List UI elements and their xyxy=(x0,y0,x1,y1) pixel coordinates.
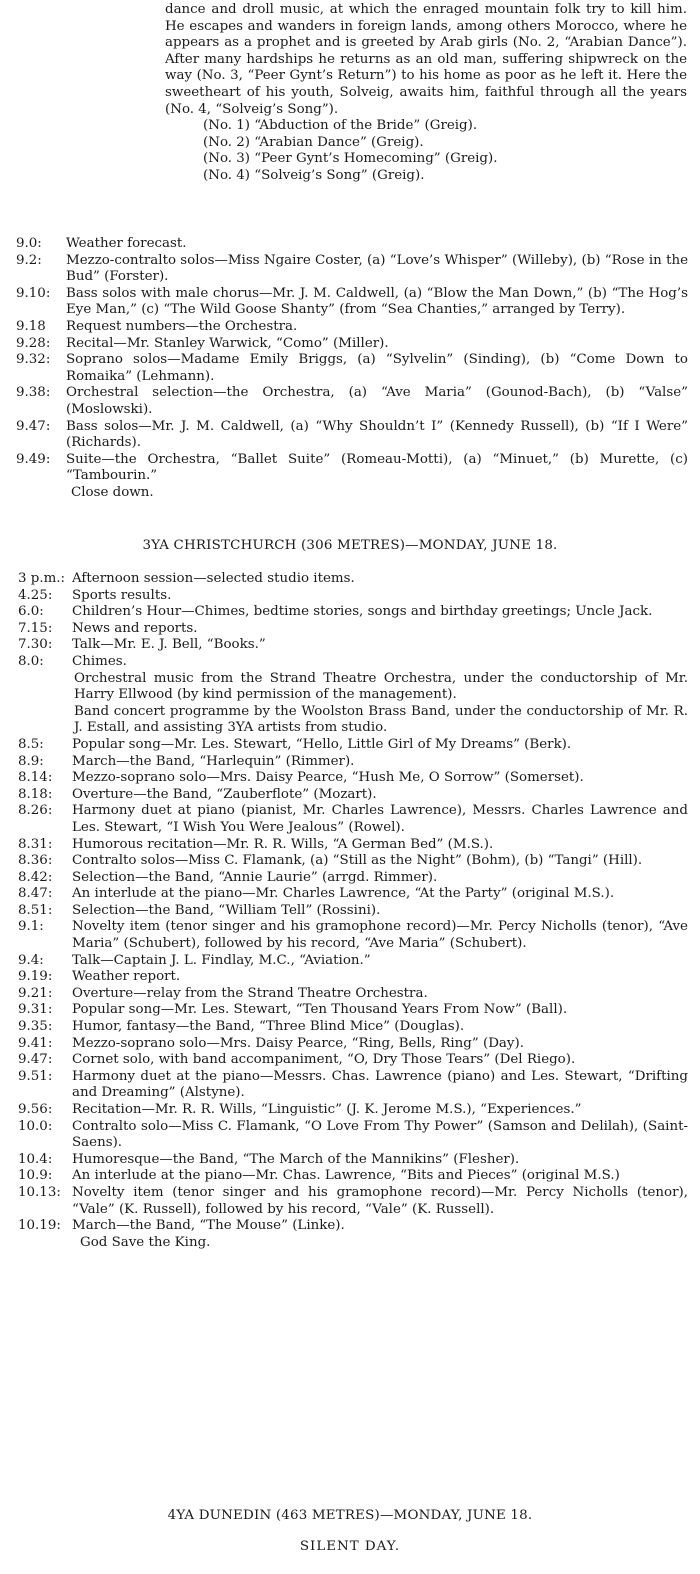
programme-entry xyxy=(18,1052,688,1069)
entry-time: 9.19: xyxy=(18,969,53,985)
entry-text: Overture—the Band, “Zauberflote” (Mozart). xyxy=(72,786,377,802)
station-header-4ya: 4YA DUNEDIN (463 METRES)—MONDAY, JUNE 18. xyxy=(167,1508,533,1523)
programme-entry xyxy=(18,870,688,887)
entry-time: 8.36: xyxy=(18,853,53,869)
programme-entry xyxy=(16,236,688,253)
programme-entry xyxy=(18,1002,688,1019)
intro-paragraph: dance and droll music, at which the enraged mountain folk try to kill him. He escapes and wanders in foreign lands, among others Morocco, where he appears as a prophet and is greeted by Arab girls (No. 2, “Arabian Dance”). After many hardships he returns as an old man, suffering shipwreck on the way (No. 3, “Peer Gynt’s Return”) to his home as poor as he left it. Here the sweetheart of his youth, Solveig, awaits him, faithful through all the years (No. 4, “Solveig’s Song”). xyxy=(165,2,687,117)
entry-text: Request numbers—the Orchestra. xyxy=(66,318,298,334)
section2-list-b xyxy=(18,737,688,1235)
entry-time: 7.30: xyxy=(18,637,53,653)
entry-text: Humor, fantasy—the Band, “Three Blind Mice” (Douglas). xyxy=(72,1019,465,1035)
programme-entry xyxy=(18,588,688,605)
entry-text: Harmony duet at the piano—Messrs. Chas. Lawrence (piano) and Les. Stewart, “Drifting and Dreaming” (Alstyne). xyxy=(72,1068,688,1101)
entry-text: Sports results. xyxy=(72,587,172,603)
intro-item: (No. 2) “Arabian Dance” (Greig). xyxy=(203,134,424,150)
programme-entry xyxy=(18,919,688,952)
programme-entry xyxy=(18,770,688,787)
programme-entry xyxy=(18,654,688,671)
entry-time: 7.15: xyxy=(18,620,53,636)
programme-entry xyxy=(18,637,688,654)
silent-day: SILENT DAY. xyxy=(299,1539,401,1554)
section1-list xyxy=(16,236,688,485)
entry-text: March—the Band, “Harlequin” (Rimmer). xyxy=(72,753,355,769)
programme-entry xyxy=(18,953,688,970)
entry-time: 8.51: xyxy=(18,902,53,918)
programme-entry xyxy=(18,1168,688,1185)
entry-text: Mezzo-contralto solos—Miss Ngaire Coster, (a) “Love’s Whisper” (Willeby), (b) “Rose in the Bud” (Forster). xyxy=(66,252,688,285)
intro-block xyxy=(165,2,687,185)
entry-time: 9.10: xyxy=(16,285,51,301)
section2-list-a xyxy=(18,571,688,671)
intro-items xyxy=(203,118,687,184)
entry-time: 8.31: xyxy=(18,836,53,852)
entry-text: Harmony duet at piano (pianist, Mr. Charles Lawrence), Messrs. Charles Lawrence and Les. Stewart, “I Wish You Were Jealous” (Rowel). xyxy=(72,803,688,835)
entry-time: 9.21: xyxy=(18,985,53,1001)
entry-text: Cornet solo, with band accompaniment, “O, Dry Those Tears” (Del Riego). xyxy=(72,1052,576,1068)
programme-entry xyxy=(18,969,688,986)
entry-time: 8.5: xyxy=(18,736,44,752)
programme-entry xyxy=(18,754,688,771)
close-down: Close down. xyxy=(71,484,154,500)
entry-time: 10.9: xyxy=(18,1168,53,1184)
programme-entry xyxy=(16,253,688,286)
entry-text: Soprano solos—Madame Emily Briggs, (a) “Sylvelin” (Sinding), (b) “Come Down to Romaika” (Lehmann). xyxy=(66,352,688,384)
programme-entry xyxy=(16,419,688,452)
entry-time: 9.1: xyxy=(18,919,44,935)
entry-text: News and reports. xyxy=(72,620,198,636)
entry-text: Weather report. xyxy=(72,969,181,985)
entry-text: An interlude at the piano—Mr. Chas. Lawrence, “Bits and Pieces” (original M.S.) xyxy=(72,1168,620,1184)
entry-time: 9.47: xyxy=(18,1052,53,1068)
entry-time: 10.4: xyxy=(18,1151,53,1167)
entry-text: Novelty item (tenor singer and his gramophone record)—Mr. Percy Nicholls (tenor), “Vale” (K. Russell), followed by his record, “Vale” (K. Russell). xyxy=(72,1184,688,1217)
entry-time: 10.13: xyxy=(18,1184,61,1200)
intro-item: (No. 1) “Abduction of the Bride” (Greig). xyxy=(203,118,478,134)
entry-time: 9.2: xyxy=(16,252,42,268)
entry-text: Bass solos—Mr. J. M. Caldwell, (a) “Why Shouldn’t I” (Kennedy Russell), (b) “If I Were” (Richards). xyxy=(66,418,688,451)
programme-entry xyxy=(16,286,688,319)
entry-text: Bass solos with male chorus—Mr. J. M. Caldwell, (a) “Blow the Man Down,” (b) “The Hog’s Eye Man,” (c) “The Wild Goose Shanty” (from “Sea Chanties,” arranged by Terry). xyxy=(66,285,688,318)
entry-time: 8.18: xyxy=(18,786,53,802)
entry-text: Suite—the Orchestra, “Ballet Suite” (Romeau-Motti), (a) “Minuet,” (b) Murette, (c) “Tambourin.” xyxy=(66,451,688,484)
programme-entry xyxy=(18,1102,688,1119)
entry-time: 9.32: xyxy=(16,352,51,368)
programme-entry xyxy=(18,571,688,588)
entry-time: 9.31: xyxy=(18,1002,53,1018)
programme-entry xyxy=(18,1218,688,1235)
programme-entry xyxy=(18,737,688,754)
entry-time: 4.25: xyxy=(18,587,53,603)
entry-text: Afternoon session—selected studio items. xyxy=(72,571,355,586)
entry-time: 9.38: xyxy=(16,385,51,401)
entry-text: Children’s Hour—Chimes, bedtime stories, songs and birthday greetings; Uncle Jack. xyxy=(72,604,653,620)
entry-text: Humorous recitation—Mr. R. R. Wills, “A German Bed” (M.S.). xyxy=(72,836,494,852)
programme-entry xyxy=(16,352,688,385)
programme-entry xyxy=(16,452,688,485)
entry-text: Mezzo-soprano solo—Mrs. Daisy Pearce, “Ring, Bells, Ring” (Day). xyxy=(72,1035,524,1051)
programme-entry xyxy=(18,986,688,1003)
entry-text: Popular song—Mr. Les. Stewart, “Ten Thousand Years From Now” (Ball). xyxy=(72,1002,568,1018)
programme-entry xyxy=(18,803,688,836)
entry-text: Selection—the Band, “William Tell” (Rossini). xyxy=(72,902,381,918)
entry-time: 8.0: xyxy=(18,653,44,669)
entry-text: Talk—Captain J. L. Findlay, M.C., “Aviation.” xyxy=(72,952,371,968)
entry-time: 10.0: xyxy=(18,1118,53,1134)
station-header-3ya: 3YA CHRISTCHURCH (306 METRES)—MONDAY, JUNE 18. xyxy=(142,538,558,553)
entry-time: 8.26: xyxy=(18,803,53,819)
entry-time: 9.56: xyxy=(18,1102,53,1117)
entry-time: 9.18 xyxy=(16,318,46,334)
god-save-the-king: God Save the King. xyxy=(80,1234,211,1250)
programme-entry xyxy=(18,1069,688,1102)
entry-text: Contralto solos—Miss C. Flamank, (a) “Still as the Night” (Bohm), (b) “Tangi” (Hill). xyxy=(72,853,643,869)
entry-text: Talk—Mr. E. J. Bell, “Books.” xyxy=(72,637,266,653)
entry-text: Selection—the Band, “Annie Laurie” (arrgd. Rimmer). xyxy=(72,869,438,885)
programme-entry xyxy=(18,1152,688,1169)
entry-time: 10.19: xyxy=(18,1218,61,1234)
entry-time: 9.0: xyxy=(16,236,42,251)
entry-time: 8.14: xyxy=(18,770,53,786)
entry-time: 9.35: xyxy=(18,1019,53,1035)
entry-text: Popular song—Mr. Les. Stewart, “Hello, Little Girl of My Dreams” (Berk). xyxy=(72,736,572,752)
intro-item: (No. 3) “Peer Gynt’s Homecoming” (Greig). xyxy=(203,151,498,167)
programme-entry xyxy=(18,1019,688,1036)
programme-entry xyxy=(18,604,688,621)
entry-text: Contralto solo—Miss C. Flamank, “O Love From Thy Power” (Samson and Delilah), (Saint-Saens). xyxy=(72,1118,688,1151)
section2-programme xyxy=(18,571,688,1251)
section1-programme xyxy=(16,236,688,502)
entry-time: 8.9: xyxy=(18,753,44,769)
entry-time: 6.0: xyxy=(18,604,44,620)
programme-entry xyxy=(16,319,688,336)
orchestral-note: Orchestral music from the Strand Theatre Orchestra, under the conductorship of Mr. Harry Ellwood (by kind permission of the management). xyxy=(74,670,688,703)
programme-entry xyxy=(18,1036,688,1053)
programme-entry xyxy=(18,903,688,920)
programme-entry xyxy=(18,1119,688,1152)
entry-time: 9.51: xyxy=(18,1068,53,1084)
entry-text: Mezzo-soprano solo—Mrs. Daisy Pearce, “Hush Me, O Sorrow” (Somerset). xyxy=(72,770,584,786)
entry-time: 3 p.m.: xyxy=(18,571,66,586)
programme-entry xyxy=(16,385,688,418)
entry-text: Recitation—Mr. R. R. Wills, “Linguistic” (J. K. Jerome M.S.), “Experiences.” xyxy=(72,1102,582,1117)
entry-text: Chimes. xyxy=(72,653,127,669)
band-note: Band concert programme by the Woolston Brass Band, under the conductorship of Mr. R. J. Estall, and assisting 3YA artists from studio. xyxy=(74,703,688,736)
programme-entry xyxy=(18,853,688,870)
entry-time: 9.28: xyxy=(16,335,51,351)
entry-text: Orchestral selection—the Orchestra, (a) “Ave Maria” (Gounod-Bach), (b) “Valse” (Moslowski). xyxy=(66,385,688,417)
programme-entry xyxy=(18,837,688,854)
entry-time: 9.49: xyxy=(16,451,51,467)
entry-text: An interlude at the piano—Mr. Charles Lawrence, “At the Party” (original M.S.). xyxy=(72,886,615,902)
entry-time: 9.4: xyxy=(18,952,44,968)
programme-entry xyxy=(18,787,688,804)
entry-text: Novelty item (tenor singer and his gramophone record)—Mr. Percy Nicholls (tenor), “Ave Maria” (Schubert), followed by his record, “Ave Maria” (Schubert). xyxy=(72,919,688,952)
entry-time: 9.41: xyxy=(18,1035,53,1051)
entry-text: Overture—relay from the Strand Theatre Orchestra. xyxy=(72,985,428,1001)
entry-time: 9.47: xyxy=(16,418,51,434)
entry-text: Humoresque—the Band, “The March of the Mannikins” (Flesher). xyxy=(72,1151,520,1167)
entry-time: 8.42: xyxy=(18,869,53,885)
programme-entry xyxy=(18,1185,688,1218)
programme-entry xyxy=(16,336,688,353)
entry-text: Recital—Mr. Stanley Warwick, “Como” (Miller). xyxy=(66,335,389,351)
entry-text: March—the Band, “The Mouse” (Linke). xyxy=(72,1218,345,1234)
intro-item: (No. 4) “Solveig’s Song” (Greig). xyxy=(203,167,425,183)
programme-entry xyxy=(18,621,688,638)
programme-entry xyxy=(18,886,688,903)
entry-time: 8.47: xyxy=(18,886,53,902)
entry-text: Weather forecast. xyxy=(66,236,187,251)
